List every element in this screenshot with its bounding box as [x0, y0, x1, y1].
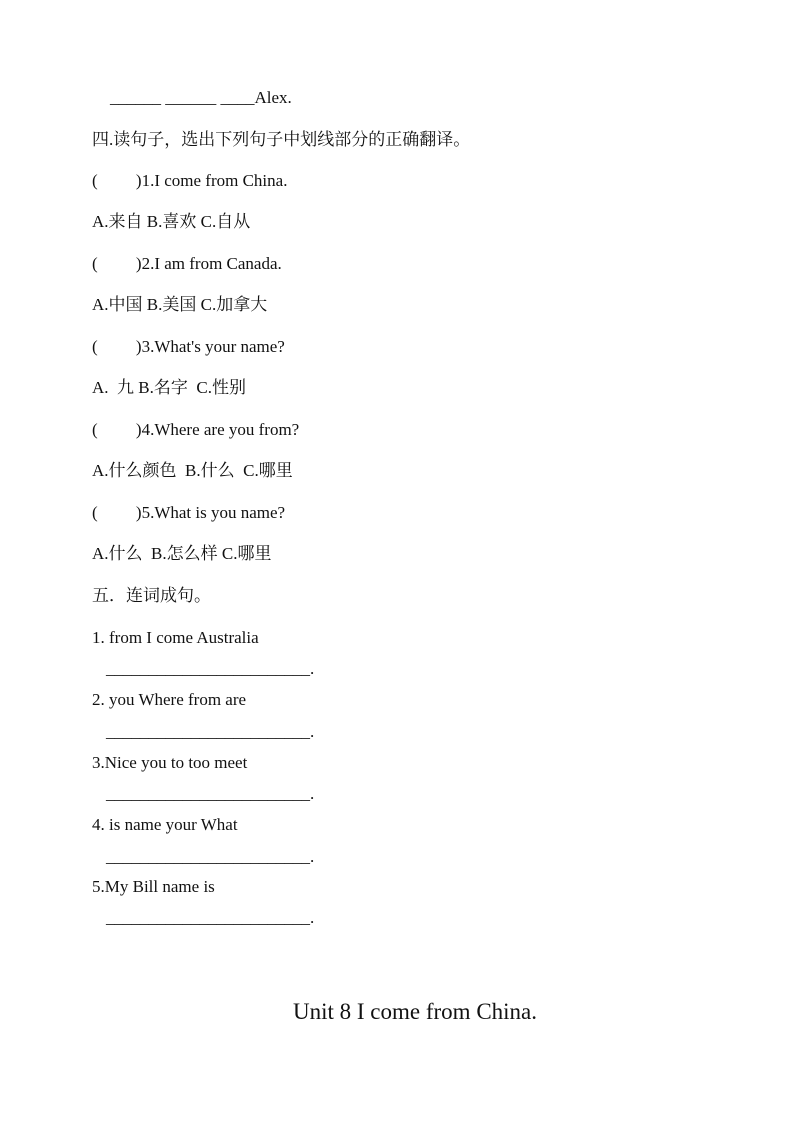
- sentence-1-answer-line: ________________________.: [106, 659, 315, 678]
- sentence-4-answer-line: ________________________.: [106, 847, 315, 866]
- question-5-stem: ( )5.What is you name?: [92, 503, 286, 522]
- question-4-stem: ( )4.Where are you from?: [92, 420, 300, 439]
- sentence-5-answer-line: ________________________.: [106, 908, 315, 927]
- question-1-stem: ( )1.I come from China.: [92, 171, 288, 190]
- sentence-2-prompt: 2. you Where from are: [92, 690, 247, 709]
- question-3-stem: ( )3.What's your name?: [92, 337, 285, 356]
- question-5-options: A.什么 B.怎么样 C.哪里: [92, 544, 272, 563]
- sentence-1-prompt: 1. from I come Australia: [92, 628, 259, 647]
- sentence-3-answer-line: ________________________.: [106, 784, 315, 803]
- sentence-5-prompt: 5.My Bill name is: [92, 877, 215, 896]
- sentence-3-prompt: 3.Nice you to too meet: [92, 753, 248, 772]
- unit-title: Unit 8 I come from China.: [293, 999, 538, 1024]
- question-1-options: A.来自 B.喜欢 C.自从: [92, 212, 251, 231]
- section-4-heading: 四.读句子，选出下列句子中划线部分的正确翻译。: [92, 130, 471, 149]
- question-3-options: A. 九 B.名字 C.性别: [92, 378, 246, 397]
- question-2-options: A.中国 B.美国 C.加拿大: [92, 295, 268, 314]
- question-4-options: A.什么颜色 B.什么 C.哪里: [92, 461, 293, 480]
- sentence-4-prompt: 4. is name your What: [92, 815, 238, 834]
- question-2-stem: ( )2.I am from Canada.: [92, 254, 282, 273]
- section-5-heading: 五．连词成句。: [92, 586, 211, 605]
- sentence-2-answer-line: ________________________.: [106, 722, 315, 741]
- top-answer-line: ______ ______ ____Alex.: [110, 88, 292, 107]
